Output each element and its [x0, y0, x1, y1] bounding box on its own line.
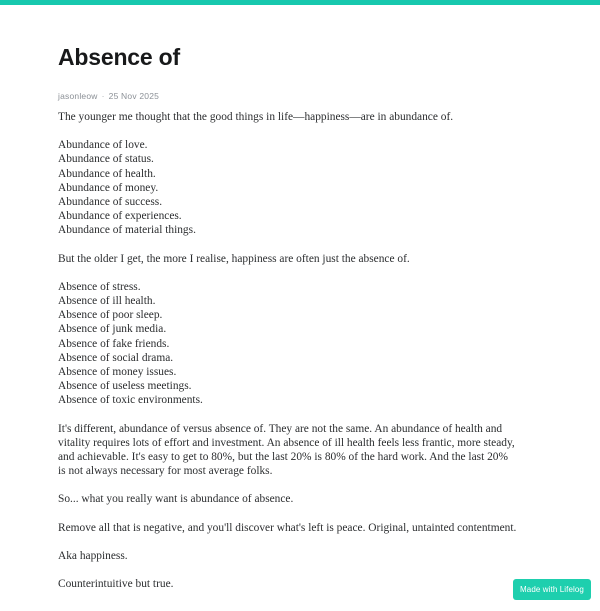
- paragraph-conclusion-1: [58, 492, 518, 506]
- article-body: [58, 110, 518, 591]
- paragraph-explanation: [58, 422, 518, 479]
- text-line: Absence of stress.: [58, 280, 141, 293]
- text-line: Abundance of material things.: [58, 224, 196, 237]
- text-line: Remove all that is negative, and you'll discover what's left is peace. Original, untainted contentment.: [58, 521, 517, 534]
- text-line: Counterintuitive but true.: [58, 578, 174, 591]
- paragraph-turn: [58, 252, 518, 266]
- byline-separator: ·: [101, 91, 105, 101]
- byline: [58, 90, 518, 102]
- text-line: Abundance of success.: [58, 196, 163, 209]
- text-line: Absence of junk media.: [58, 323, 167, 336]
- text-line: Absence of social drama.: [58, 351, 174, 364]
- post-date: 25 Nov 2025: [108, 91, 160, 101]
- text-line: Absence of ill health.: [58, 295, 156, 308]
- text-line: So... what you really want is abundance of absence.: [58, 493, 294, 506]
- text-line: But the older I get, the more I realise, happiness are often just the absence of.: [58, 252, 410, 265]
- text-line: It's different, abundance of versus absence of. They are not the same. An abundance of health and vitality requires lots of effort and investment. An absence of ill health feels less frantic, more steady, and achievable. It's easy to get to 80%, but the last 20% is 80% of the hard work. And the last 20% is not always necessary for most average folks.: [58, 422, 515, 478]
- paragraph-conclusion-4: [58, 577, 518, 591]
- badge-label: Made with Lifelog: [520, 585, 584, 594]
- text-line: Absence of money issues.: [58, 366, 177, 379]
- paragraph-absence-list: [58, 280, 518, 408]
- page-title: Absence of: [58, 44, 180, 70]
- text-line: Absence of toxic environments.: [58, 394, 203, 407]
- text-line: Aka happiness.: [58, 549, 128, 562]
- made-with-lifelog-badge[interactable]: [513, 579, 591, 600]
- text-line: Absence of fake friends.: [58, 337, 170, 350]
- paragraph-intro: [58, 110, 518, 124]
- paragraph-conclusion-2: [58, 521, 518, 535]
- page-container: [0, 5, 600, 611]
- text-line: Absence of poor sleep.: [58, 309, 163, 322]
- text-line: Abundance of love.: [58, 139, 148, 152]
- text-line: Abundance of money.: [58, 181, 159, 194]
- text-line: Abundance of experiences.: [58, 210, 182, 223]
- paragraph-abundance-list: [58, 138, 518, 237]
- author-name[interactable]: jasonleow: [58, 91, 98, 101]
- paragraph-conclusion-3: [58, 549, 518, 563]
- text-line: Absence of useless meetings.: [58, 380, 192, 393]
- text-line: Abundance of status.: [58, 153, 154, 166]
- text-line: Abundance of health.: [58, 167, 156, 180]
- text-line: The younger me thought that the good things in life—happiness—are in abundance of.: [58, 111, 454, 123]
- article: [58, 43, 518, 591]
